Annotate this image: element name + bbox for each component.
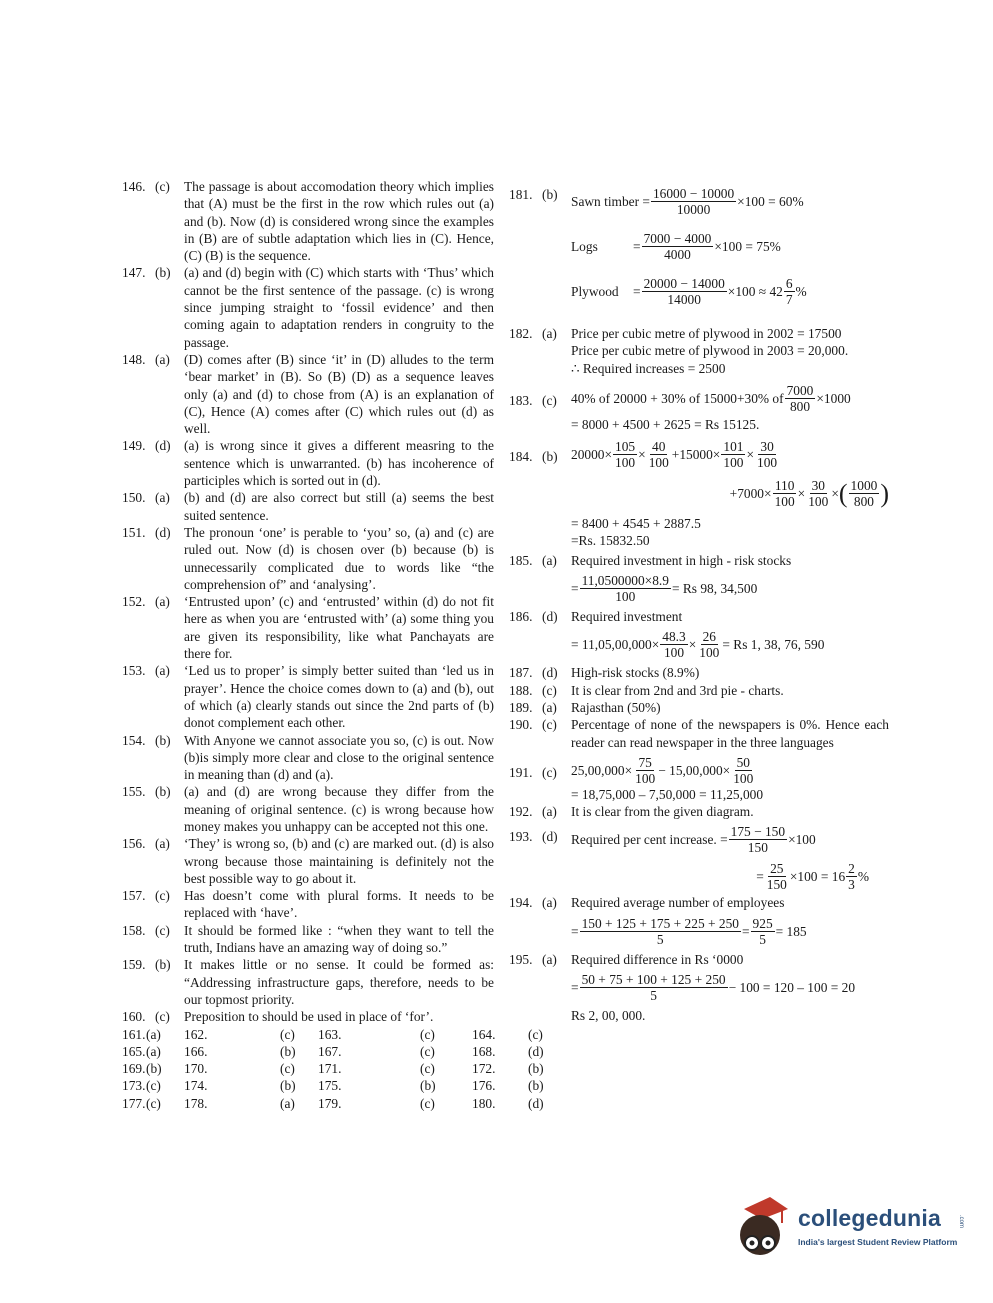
explanation-text: (D) comes after (B) since ‘it’ in (D) alludes to the term ‘bear market’ in (B). So (B) (D) as a sequence leaves only (a) and (d) to chose from (A) is an explanation of (C), Hence (A) comes after (C) which rules out (d) as well.	[184, 351, 494, 437]
answer-key-option: (c)	[146, 1078, 161, 1094]
solution-item	[122, 264, 494, 350]
answer-option: (a)	[155, 351, 170, 367]
solution-item	[122, 1008, 494, 1025]
solution-184: 184. (b) 20000× $\frac{105}{100}$ × $\frac{40}{100}$ +15000× $\frac{101}{100}$ × $\frac{30}{100}$ +7000× $\frac{110}{100}$ × $\frac{30}{100}$ × ( $\frac{1000}{800}$ ) = 8400 + 4545 + 2887.5 =Rs. 15832.50	[509, 439, 889, 549]
answer-key-number: 166.	[184, 1043, 208, 1059]
answer-option: (d)	[155, 438, 171, 454]
answer-key-option: (b)	[528, 1078, 544, 1094]
answer-option: (b)	[155, 957, 171, 973]
explanation-text: The pronoun ‘one’ is perable to ‘you’ so, (a) and (c) are ruled out. Now (d) is chosen over (b) because (b) is unnecessarily complicated due to words like “the comprehension of” and ‘analysing’.	[184, 524, 494, 592]
solutions-list	[122, 178, 494, 1026]
answer-option: (b)	[155, 265, 171, 281]
question-number: 153.	[122, 663, 146, 679]
answer-key-option: (a)	[146, 1026, 161, 1042]
fraction: $\frac{50}{100}$	[733, 754, 754, 786]
answer-option: (b)	[155, 784, 171, 800]
question-number: 149.	[122, 438, 146, 454]
answer-key-option: (c)	[420, 1061, 435, 1077]
question-number: 185.	[509, 552, 533, 568]
answer-key-option: (b)	[420, 1078, 436, 1094]
solution-item	[122, 922, 494, 957]
question-number: 160.	[122, 1009, 146, 1025]
question-number: 157.	[122, 888, 146, 904]
answer-key-option: (c)	[146, 1095, 161, 1111]
logo-domain-suffix: .com	[958, 1215, 964, 1229]
answer-key-number: 165.	[122, 1043, 146, 1059]
question-number: 189.	[509, 699, 533, 715]
question-number: 182.	[509, 326, 533, 341]
question-number: 190.	[509, 717, 533, 733]
question-number: 152.	[122, 594, 146, 610]
answer-key-number: 164.	[472, 1026, 496, 1042]
solution-item	[122, 956, 494, 1008]
explanation-text: Preposition to should be used in place of ‘for’.	[184, 1009, 434, 1025]
explanation-text: ‘Entrusted upon’ (c) and ‘entrusted’ within (d) do not fit here as when you are ‘entrusted with’ (a) some thing you are given its responsibility, like what Panchayats are there for.	[184, 594, 494, 662]
solution-item	[122, 662, 494, 731]
answer-key-option: (d)	[528, 1043, 544, 1059]
solution-191: 191. (c) 25,00,000× $\frac{75}{100}$ − 15,00,000× $\frac{50}{100}$ = 18,75,000 – 7,50,000 = 11,25,000	[509, 754, 764, 802]
answer-option: (b)	[542, 449, 558, 465]
question-number: 192.	[509, 804, 533, 820]
answer-key-number: 180.	[472, 1095, 496, 1111]
plywood-label: Plywood	[571, 283, 619, 299]
solution-185: 185. (a) Required investment in high - risk stocks = $\frac{11,0500000\times 8.9}{100}$ = Rs 98, 34,500	[509, 552, 792, 605]
fraction: $\frac{26}{100}$	[699, 629, 720, 661]
answer-key-option: (a)	[146, 1043, 161, 1059]
answer-option: (a)	[542, 699, 557, 715]
question-number: 146.	[122, 179, 146, 194]
right-column	[509, 178, 889, 1024]
answer-option: (c)	[542, 717, 557, 733]
question-number: 150.	[122, 490, 146, 506]
solution-192: 192. (a) It is clear from the given diagram.	[509, 804, 754, 820]
fraction: $\frac{175 - 150}{150}$	[730, 824, 786, 856]
solution-item	[122, 732, 494, 784]
collegedunia-logo[interactable]	[730, 1195, 970, 1265]
question-number: 195.	[509, 951, 533, 967]
answer-option: (b)	[155, 732, 171, 748]
fraction: $\frac{7000}{800}$	[786, 382, 814, 414]
solution-187: 187. (d) High-risk stocks (8.9%)	[509, 665, 700, 681]
answer-option: (a)	[542, 804, 557, 820]
question-number: 184.	[509, 449, 533, 465]
solution-186: 186. (d) Required investment = 11,05,00,000× $\frac{48.3}{100}$ × $\frac{26}{100}$ = Rs 1, 38, 76, 590	[509, 609, 825, 661]
solution-183: 183. (c) 40% of 20000 + 30% of 15000+30% of $\frac{7000}{800}$ ×1000 = 8000 + 4500 + 2625 = Rs 15125.	[509, 382, 851, 432]
answer-key-number: 176.	[472, 1078, 496, 1094]
solution-195: 195. (a) Required difference in Rs ‘0000 = $\frac{50 + 75 + 100 + 125 + 250}{5}$ − 100 = 120 – 100 = 20 Rs 2, 00, 000.	[509, 951, 856, 1024]
solution-189: 189. (a) Rajasthan (50%)	[509, 699, 661, 715]
answer-key-number: 167.	[318, 1043, 342, 1059]
explanation-text: (b) and (d) are also correct but still (a) seems the best suited sentence.	[184, 490, 494, 523]
question-number: 151.	[122, 524, 146, 540]
answer-key-option: (c)	[420, 1026, 435, 1042]
answer-option: (a)	[155, 836, 170, 852]
mascot-icon	[730, 1195, 794, 1265]
answer-key-option: (b)	[280, 1043, 296, 1059]
question-number: 181.	[509, 187, 533, 202]
fraction: $\frac{48.3}{100}$	[662, 629, 686, 661]
solution-item	[122, 783, 494, 835]
answer-option: (a)	[542, 552, 557, 568]
answer-key-option: (a)	[280, 1095, 295, 1111]
answer-key-number: 172.	[472, 1061, 496, 1077]
solution-item	[122, 351, 494, 437]
answer-key-option: (c)	[528, 1026, 543, 1042]
explanation-text: ‘Led us to proper’ is simply better suited than ‘led us in prayer’. Hence the choice comes down to (a) and (b), out of which (a) clearly stands out since the 2nd parts of (b) donot complement each other.	[184, 663, 494, 731]
answer-key-number: 162.	[184, 1026, 208, 1042]
question-number: 159.	[122, 957, 146, 973]
question-number: 154.	[122, 732, 146, 748]
question-number: 147.	[122, 265, 146, 281]
question-number: 194.	[509, 895, 533, 911]
fraction: $\frac{6}{7}$	[785, 276, 793, 307]
fraction: $\frac{7000 - 4000}{4000}$	[643, 231, 712, 262]
answer-key-number: 177.	[122, 1095, 146, 1111]
answer-option: (d)	[542, 829, 558, 845]
answer-key-number: 178.	[184, 1095, 208, 1111]
answer-key-number: 174.	[184, 1078, 208, 1094]
logo-tagline: India's largest Student Review Platform	[798, 1237, 958, 1247]
answer-key-option: (d)	[528, 1095, 544, 1111]
question-number: 193.	[509, 829, 533, 845]
answer-option: (d)	[542, 665, 558, 681]
answer-key-number: 169.	[122, 1061, 146, 1077]
solution-item	[122, 887, 494, 922]
answer-option: (a)	[155, 663, 170, 679]
fraction: $\frac{50 + 75 + 100 + 125 + 250}{5}$	[581, 972, 726, 1004]
answer-key-number: 175.	[318, 1078, 342, 1094]
question-number: 148.	[122, 351, 146, 367]
answer-option: (c)	[542, 682, 557, 698]
solution-item	[122, 178, 494, 264]
fraction: $\frac{16000 - 10000}{10000}$	[652, 186, 735, 217]
answer-key-option: (b)	[280, 1078, 296, 1094]
question-number: 158.	[122, 922, 146, 938]
question-number: 183.	[509, 392, 533, 408]
answer-key-option: (c)	[280, 1026, 295, 1042]
question-number: 187.	[509, 665, 533, 681]
solution-item	[122, 524, 494, 593]
answer-option: (d)	[542, 609, 558, 625]
fraction: $\frac{101}{100}$	[723, 439, 744, 471]
solution-item	[122, 593, 494, 662]
logo-brand-text: collegedunia	[798, 1205, 941, 1231]
answer-option: (c)	[542, 392, 557, 408]
answer-key-option: (c)	[280, 1061, 295, 1077]
text-line: Price per cubic metre of plywood in 2003 = 20,000.	[571, 343, 849, 359]
text-line: Price per cubic metre of plywood in 2002 = 17500	[571, 326, 842, 341]
explanation-text: (a) and (d) are wrong because they differ from the meaning of original sentence. (c) is wrong because how money makes you unhappy can be accepted not this one.	[184, 784, 494, 834]
question-number: 191.	[509, 764, 533, 780]
solution-item	[122, 437, 494, 489]
answer-option: (a)	[155, 490, 170, 506]
answer-key-option: (c)	[420, 1095, 435, 1111]
answer-option: (a)	[155, 594, 170, 610]
fraction: $\frac{150 + 125 + 175 + 225 + 250}{5}$	[581, 915, 739, 947]
fraction: $\frac{40}{100}$	[648, 439, 669, 471]
explanation-text: ‘They’ is wrong so, (b) and (c) are marked out. (d) is also wrong because those maintaining is definitely not the best possible way to go about it.	[184, 836, 494, 886]
question-number: 155.	[122, 784, 146, 800]
fraction: $\frac{20000 - 14000}{14000}$	[643, 276, 725, 307]
solution-193: 193. (d) Required per cent increase. = $\frac{175 - 150}{150}$ ×100 = $\frac{25}{150}$ ×100 = 16 $\frac{2}{3}$ %	[509, 824, 869, 893]
explanation-text: (a) is wrong since it gives a different measring to the sentence which is unwarranted. (b) has incoherence of participles which is sorted out in (d).	[184, 438, 494, 489]
solution-item	[122, 835, 494, 887]
explanation-text: It should be formed like : “when they want to tell the truth, Indians have an amazing way of doing so.”	[184, 922, 494, 956]
fraction: $\frac{105}{100}$	[615, 439, 636, 471]
answer-option: (a)	[542, 951, 557, 967]
fraction: $\frac{30}{100}$	[808, 478, 829, 510]
answer-key-number: 161.	[122, 1026, 146, 1042]
solution-194: 194. (a) Required average number of employees = $\frac{150 + 125 + 175 + 225 + 250}{5}$ = $\frac{925}{5}$ = 185	[509, 895, 807, 947]
question-number: 156.	[122, 836, 146, 852]
answer-option: (c)	[542, 764, 557, 780]
explanation-text: It makes little or no sense. It could be formed as: “Addressing infrastructure gaps, therefore, needs to be our topmost priority.	[184, 957, 494, 1007]
fraction: $\frac{110}{100}$	[774, 478, 795, 510]
explanation-text: The passage is about accomodation theory which implies that (A) must be the first in the row which rules out (a) and (b). Now (d) is considered wrong since the examples in (B) are of subtle adaptation which lies in (C). Hence, (C) (B) is the sequence.	[184, 179, 494, 264]
explanation-text: With Anyone we cannot associate you so, (c) is out. Now (b)is simply more clear and close to the original sentence in meaning than (d) and (a).	[184, 732, 494, 783]
fraction: $\frac{25}{150}$	[766, 861, 787, 893]
answer-key-number: 168.	[472, 1043, 496, 1059]
fraction: $\frac{925}{5}$	[752, 915, 773, 947]
fraction: $\frac{2}{3}$	[848, 861, 855, 893]
solution-181: 181. (b) Sawn timber = $\frac{16000 - 10000}{10000}$ ×100 = 60% Logs = $\frac{7000 - 4000}{4000}$ ×100 = 75% Plywood = $\frac{20000 - 14000}{14000}$ ×100 ≈ 42 $\frac{6}{7}$ %	[509, 186, 807, 307]
text-line: ∴ Required increases = 2500	[571, 360, 726, 376]
answer-key-number: 179.	[318, 1095, 342, 1111]
fraction: $\frac{30}{100}$	[757, 439, 778, 471]
solution-item	[122, 489, 494, 524]
answer-key-number: 173.	[122, 1078, 146, 1094]
answer-key-option: (b)	[146, 1061, 162, 1077]
answer-option: (c)	[155, 922, 170, 938]
solution-188: 188. (c) It is clear from 2nd and 3rd pie - charts.	[509, 682, 784, 698]
sawn-timber-label: Sawn timber	[571, 193, 640, 209]
question-number: 186.	[509, 609, 533, 625]
answer-option: (c)	[155, 1009, 170, 1025]
answer-key-option: (c)	[420, 1043, 435, 1059]
fraction: $\frac{75}{100}$	[635, 754, 656, 786]
answer-option: (c)	[155, 888, 170, 904]
fraction: $\frac{1000}{800}$	[850, 478, 878, 510]
explanation-text: (a) and (d) begin with (C) which starts with ‘Thus’ which cannot be the first sentence of the passage. (c) is wrong since jumping straight to ‘fossil evidence’ and then coming again to adaptation renders in congruity to the passage.	[184, 265, 494, 350]
answer-option: (c)	[155, 179, 170, 194]
answer-option: (d)	[155, 524, 171, 540]
solution-190: 190. (c) Percentage of none of the newspapers is 0%. Hence each reader can read newspaper in the three languages	[509, 717, 889, 750]
solution-182	[509, 325, 889, 377]
answer-option: (b)	[542, 187, 558, 202]
answer-key-number: 171.	[318, 1061, 342, 1077]
answer-option: (a)	[542, 895, 557, 911]
answer-key-number: 170.	[184, 1061, 208, 1077]
answer-key-grid	[122, 1026, 544, 1112]
answer-key-option: (b)	[528, 1061, 544, 1077]
logs-label: Logs	[571, 238, 598, 254]
explanation-text: Has doesn’t come with plural forms. It needs to be replaced with ‘have’.	[184, 888, 494, 921]
question-number: 188.	[509, 682, 533, 698]
fraction: $\frac{11,0500000\times 8.9}{100}$	[581, 573, 669, 605]
answer-option: (a)	[542, 326, 557, 341]
answer-key-number: 163.	[318, 1026, 342, 1042]
